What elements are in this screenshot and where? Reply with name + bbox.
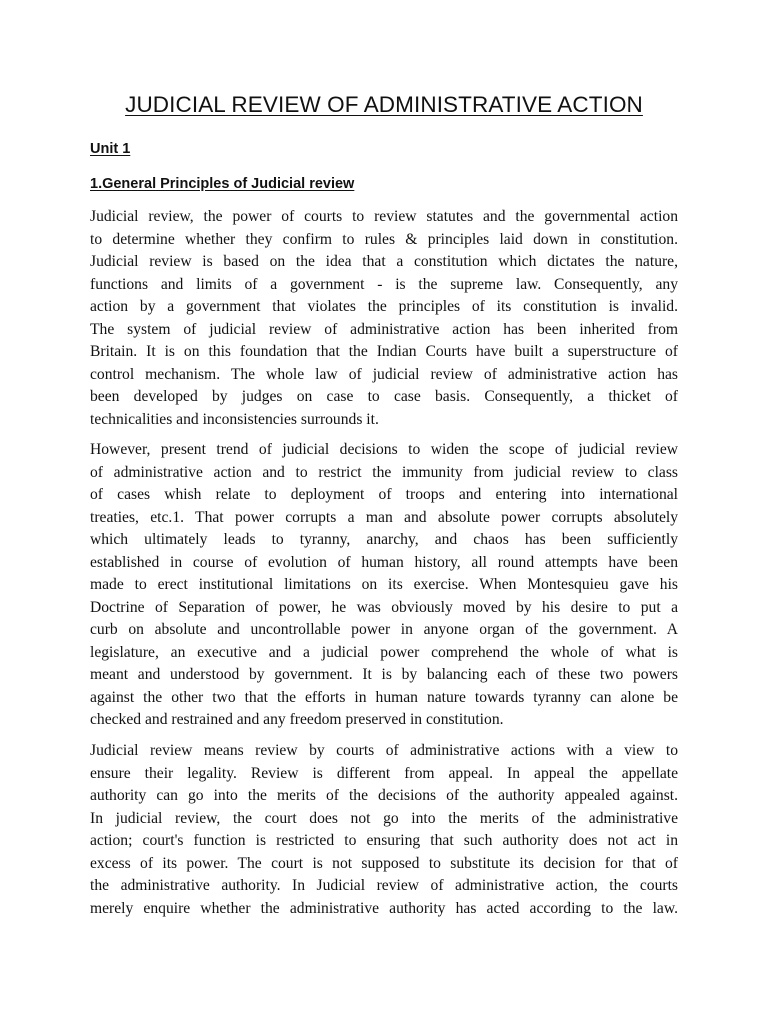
paragraph-line: action; court's function is restricted to ensuring that such authority does not act in: [90, 832, 678, 849]
paragraph-1: [90, 206, 678, 431]
paragraph-3: [90, 740, 678, 920]
page-title: JUDICIAL REVIEW OF ADMINISTRATIVE ACTION: [125, 92, 643, 117]
paragraph-line: meant and understood by government. It is by balancing each of these two powers: [90, 666, 678, 683]
paragraph-line: curb on absolute and uncontrollable power in anyone organ of the government. A: [90, 621, 678, 638]
paragraph-line: of administrative action and to restrict the immunity from judicial review to class: [90, 463, 678, 481]
paragraph-line: Judicial review is based on the idea that a constitution which dictates the nature,: [90, 253, 678, 270]
paragraph-line: legislature, an executive and a judicial power comprehend the whole of what is: [90, 643, 678, 661]
paragraph-line: Judicial review means review by courts of administrative actions with a view to: [90, 742, 678, 759]
section-heading: 1.General Principles of Judicial review: [90, 176, 355, 192]
paragraph-line: ensure their legality. Review is different from appeal. In appeal the appellate: [90, 764, 678, 782]
paragraph-2: [90, 439, 678, 732]
paragraph-line: against the other two that the efforts in human nature towards tyranny can alone be: [90, 688, 678, 706]
paragraph-line: technicalities and inconsistencies surrounds it.: [90, 410, 379, 428]
unit-heading: Unit 1: [90, 141, 131, 157]
paragraph-line: authority can go into the merits of the decisions of the authority appealed against.: [90, 787, 678, 804]
paragraph-line: excess of its power. The court is not supposed to substitute its decision for that of: [90, 854, 678, 872]
paragraph-line: of cases whish relate to deployment of troops and entering into international: [90, 486, 678, 503]
paragraph-line: The system of judicial review of administrative action has been inherited from: [90, 320, 678, 338]
paragraph-line: which ultimately leads to tyranny, anarchy, and chaos has been sufficiently: [90, 531, 678, 548]
paragraph-line: been developed by judges on case to case basis. Consequently, a thicket of: [90, 388, 678, 405]
paragraph-line: treaties, etc.1. That power corrupts a man and absolute power corrupts absolutely: [90, 508, 678, 526]
paragraph-line: action by a government that violates the principles of its constitution is invalid.: [90, 298, 678, 315]
paragraph-line: to determine whether they confirm to rules & principles laid down in constitution.: [90, 230, 678, 248]
paragraph-line: the administrative authority. In Judicial review of administrative action, the courts: [90, 877, 678, 894]
paragraph-line: Britain. It is on this foundation that the Indian Courts have built a superstructure of: [90, 343, 678, 360]
paragraph-line: made to erect institutional limitations on its exercise. When Montesquieu gave his: [90, 576, 678, 593]
paragraph-line: checked and restrained and any freedom preserved in constitution.: [90, 711, 504, 728]
paragraph-line: established in course of evolution of human history, all round attempts have been: [90, 553, 678, 571]
paragraph-line: Doctrine of Separation of power, he was obviously moved by his desire to put a: [90, 598, 678, 616]
paragraph-line: control mechanism. The whole law of judicial review of administrative action has: [90, 365, 678, 383]
paragraph-line: merely enquire whether the administrative authority has acted according to the law.: [90, 899, 678, 917]
paragraph-line: functions and limits of a government - is the supreme law. Consequently, any: [90, 275, 678, 293]
paragraph-line: In judicial review, the court does not go into the merits of the administrative: [90, 809, 678, 827]
paragraph-line: However, present trend of judicial decisions to widen the scope of judicial review: [90, 441, 678, 458]
paragraph-line: Judicial review, the power of courts to review statutes and the governmental action: [90, 208, 678, 225]
